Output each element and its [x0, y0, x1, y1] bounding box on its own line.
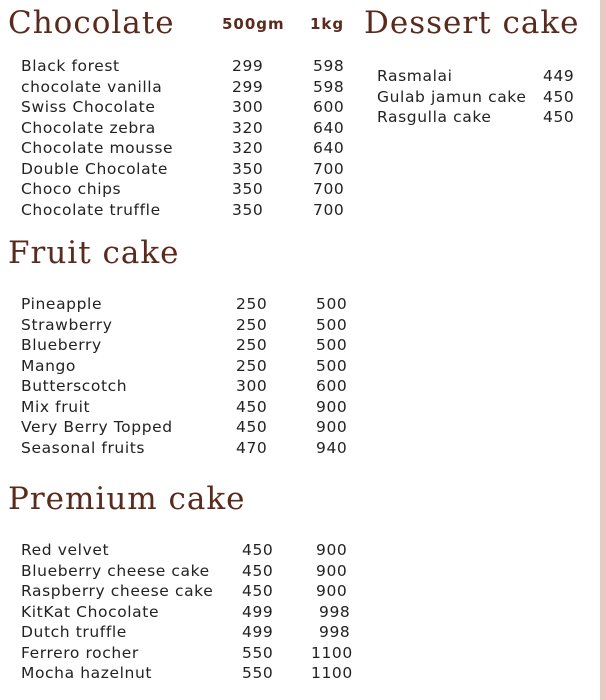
price-500gm: 300 [236, 377, 268, 395]
item-name: Mix fruit [21, 398, 91, 416]
price-500gm: 299 [232, 78, 264, 96]
price-1kg: 600 [316, 377, 348, 395]
price-1kg: 900 [316, 541, 348, 559]
price-1kg: 900 [316, 418, 348, 436]
price-500gm: 299 [232, 57, 264, 75]
item-name: Rasgulla cake [377, 108, 492, 126]
price-1kg: 600 [313, 98, 345, 116]
price-1kg: 900 [316, 562, 348, 580]
price-500gm: 550 [242, 644, 274, 662]
price-1kg: 1100 [311, 664, 353, 682]
price-500gm: 300 [232, 98, 264, 116]
price-1kg: 998 [319, 603, 351, 621]
price-500gm: 320 [232, 119, 264, 137]
price: 449 [543, 67, 575, 85]
fruit-title: Fruit cake [8, 235, 180, 271]
price: 450 [543, 88, 575, 106]
item-name: Raspberry cheese cake [21, 582, 214, 600]
price-1kg: 900 [316, 582, 348, 600]
item-name: Strawberry [21, 316, 113, 334]
price-500gm: 250 [236, 295, 268, 313]
item-name: Dutch truffle [21, 623, 127, 641]
item-name: Chocolate mousse [21, 139, 174, 157]
item-name: Ferrero rocher [21, 644, 139, 662]
price-1kg: 1100 [311, 644, 353, 662]
price-500gm: 320 [232, 139, 264, 157]
price-1kg: 900 [316, 398, 348, 416]
price-500gm: 450 [236, 418, 268, 436]
price-1kg: 640 [313, 139, 345, 157]
item-name: Black forest [21, 57, 120, 75]
price-500gm: 350 [232, 180, 264, 198]
price-1kg: 500 [316, 336, 348, 354]
item-name: Red velvet [21, 541, 110, 559]
header-1kg: 1kg [310, 15, 345, 33]
price-500gm: 450 [242, 582, 274, 600]
price-500gm: 350 [232, 160, 264, 178]
price-500gm: 350 [232, 201, 264, 219]
price-1kg: 500 [316, 357, 348, 375]
item-name: Gulab jamun cake [377, 88, 527, 106]
item-name: Rasmalai [377, 67, 453, 85]
header-500gm: 500gm [222, 15, 285, 33]
price-1kg: 598 [313, 57, 345, 75]
price-500gm: 470 [236, 439, 268, 457]
item-name: Blueberry [21, 336, 102, 354]
item-name: Mocha hazelnut [21, 664, 153, 682]
item-name: Pineapple [21, 295, 103, 313]
price-1kg: 700 [313, 180, 345, 198]
dessert-title: Dessert cake [364, 5, 580, 41]
item-name: Double Chocolate [21, 160, 169, 178]
price-500gm: 450 [242, 562, 274, 580]
item-name: Chocolate zebra [21, 119, 156, 137]
item-name: Chocolate truffle [21, 201, 161, 219]
item-name: Very Berry Topped [21, 418, 173, 436]
item-name: Seasonal fruits [21, 439, 146, 457]
price-1kg: 500 [316, 295, 348, 313]
price-500gm: 499 [242, 623, 274, 641]
price-1kg: 700 [313, 160, 345, 178]
item-name: Choco chips [21, 180, 122, 198]
price: 450 [543, 108, 575, 126]
price-500gm: 450 [242, 541, 274, 559]
price-1kg: 598 [313, 78, 345, 96]
premium-title: Premium cake [8, 481, 246, 517]
price-500gm: 550 [242, 664, 274, 682]
item-name: chocolate vanilla [21, 78, 163, 96]
chocolate-title: Chocolate [8, 5, 175, 41]
item-name: KitKat Chocolate [21, 603, 160, 621]
price-1kg: 640 [313, 119, 345, 137]
price-500gm: 250 [236, 316, 268, 334]
price-1kg: 998 [319, 623, 351, 641]
price-500gm: 250 [236, 357, 268, 375]
item-name: Swiss Chocolate [21, 98, 156, 116]
item-name: Blueberry cheese cake [21, 562, 210, 580]
price-1kg: 940 [316, 439, 348, 457]
price-1kg: 700 [313, 201, 345, 219]
item-name: Mango [21, 357, 77, 375]
price-500gm: 450 [236, 398, 268, 416]
price-500gm: 499 [242, 603, 274, 621]
item-name: Butterscotch [21, 377, 128, 395]
price-1kg: 500 [316, 316, 348, 334]
price-500gm: 250 [236, 336, 268, 354]
page-edge-border [600, 0, 606, 700]
